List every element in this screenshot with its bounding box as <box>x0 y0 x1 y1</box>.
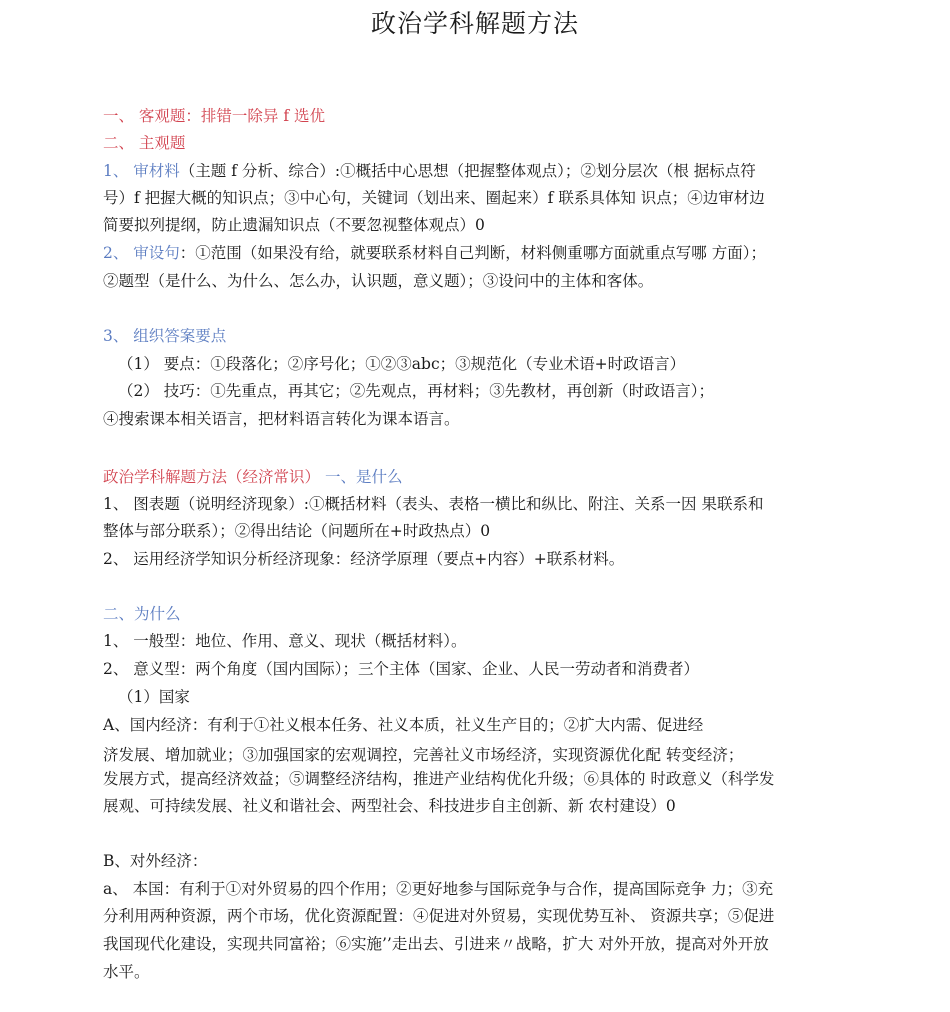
review-material-heading: 1、 审材料 <box>103 162 180 180</box>
foreign-economy-line2: 分利用两种资源，两个市场，优化资源配置：④促进对外贸易，实现优势互补、 资源共享；⑤促进 <box>103 907 775 925</box>
chart-question-line2: 整体与部分联系）；②得出结论（问题所在+时政热点）0 <box>103 522 491 540</box>
domestic-economy-line4: 展观、可持续发展、社义和谐社会、两型社会、科技进步自主创新、新 农村建设）0 <box>103 797 676 815</box>
review-material-text: （主题 f 分析、综合）:①概括中心思想（把握整体观点）；②划分层次（根 据标点符 <box>179 162 756 180</box>
foreign-economy-line4: 水平。 <box>103 963 150 981</box>
foreign-economy-heading: B、对外经济： <box>103 852 208 870</box>
why-general-type: 1、 一般型：地位、作用、意义、现状（概括材料）。 <box>103 632 467 650</box>
why-meaning-type: 2、 意义型：两个角度（国内国际）；三个主体（国家、企业、人民一劳动者和消费者） <box>103 660 700 678</box>
domestic-economy-line3: 发展方式，提高经济效益；⑤调整经济结构，推进产业结构优化升级；⑥具体的 时政意义（科学发 <box>103 770 775 788</box>
organize-answer-search: ④搜索课本相关语言，把材料语言转化为课本语言。 <box>103 410 460 428</box>
why-country-heading: （1）国家 <box>118 688 190 706</box>
analyze-phenomenon-line: 2、 运用经济学知识分析经济现象：经济学原理（要点+内容）+联系材料。 <box>103 550 625 568</box>
page-title: 政治学科解题方法 <box>370 9 579 38</box>
organize-answer-heading: 3、 组织答案要点 <box>103 327 227 345</box>
organize-answer-points: （1） 要点：①段落化；②序号化；①②③abc；③规范化（专业术语+时政语言） <box>118 355 686 373</box>
review-question-text: ：①范围（如果没有给，就要联系材料自己判断，材料侧重哪方面就重点写哪 方面）； <box>179 244 766 262</box>
paragraph-review-material-line2: 号）f 把握大概的知识点；③中心句，关键词（划出来、圈起来）f 联系具体知 识点；④边审材边 <box>103 189 765 207</box>
section-objective-heading: 一、 客观题：排错一除异 f 选优 <box>103 107 326 125</box>
paragraph-review-material-line3: 简要拟列提纲，防止遗漏知识点（不要忽视整体观点）0 <box>103 216 485 234</box>
foreign-economy-line1: a、 本国：有利于①对外贸易的四个作用；②更好地参与国际竞争与合作，提高国际竞争 力；③充 <box>103 880 774 898</box>
foreign-economy-line3: 我国现代化建设，实现共同富裕；⑥实施’’走出去、引进来〃战略，扩大 对外开放，提高对外开放 <box>103 935 769 953</box>
what-is-heading: 一、是什么 <box>320 468 403 486</box>
organize-answer-skills: （2） 技巧：①先重点，再其它；②先观点，再材料；③先教材，再创新（时政语言）； <box>118 382 715 400</box>
section-subjective-heading: 二、 主观题 <box>103 134 186 152</box>
why-heading: 二、为什么 <box>103 605 181 623</box>
chart-question-line1: 1、 图表题（说明经济现象）:①概括材料（表头、表格一横比和纵比、附注、关系一因 果联系和 <box>103 495 764 513</box>
paragraph-review-material-line1 <box>103 161 756 181</box>
economics-heading <box>103 467 402 487</box>
review-question-heading: 2、 审设句 <box>103 244 180 262</box>
paragraph-review-question-line1 <box>103 243 766 263</box>
domestic-economy-line1: A、国内经济：有利于①社义根本任务、社义本质，社义生产目的；②扩大内需、促进经 <box>103 716 704 734</box>
economics-title: 政治学科解题方法（经济常识） <box>103 468 321 486</box>
domestic-economy-line2: 济发展、增加就业；③加强国家的宏观调控，完善社义市场经济，实现资源优化配 转变经济； <box>103 746 744 764</box>
paragraph-review-question-line2: ②题型（是什么、为什么、怎么办，认识题，意义题）；③设问中的主体和客体。 <box>103 272 654 290</box>
